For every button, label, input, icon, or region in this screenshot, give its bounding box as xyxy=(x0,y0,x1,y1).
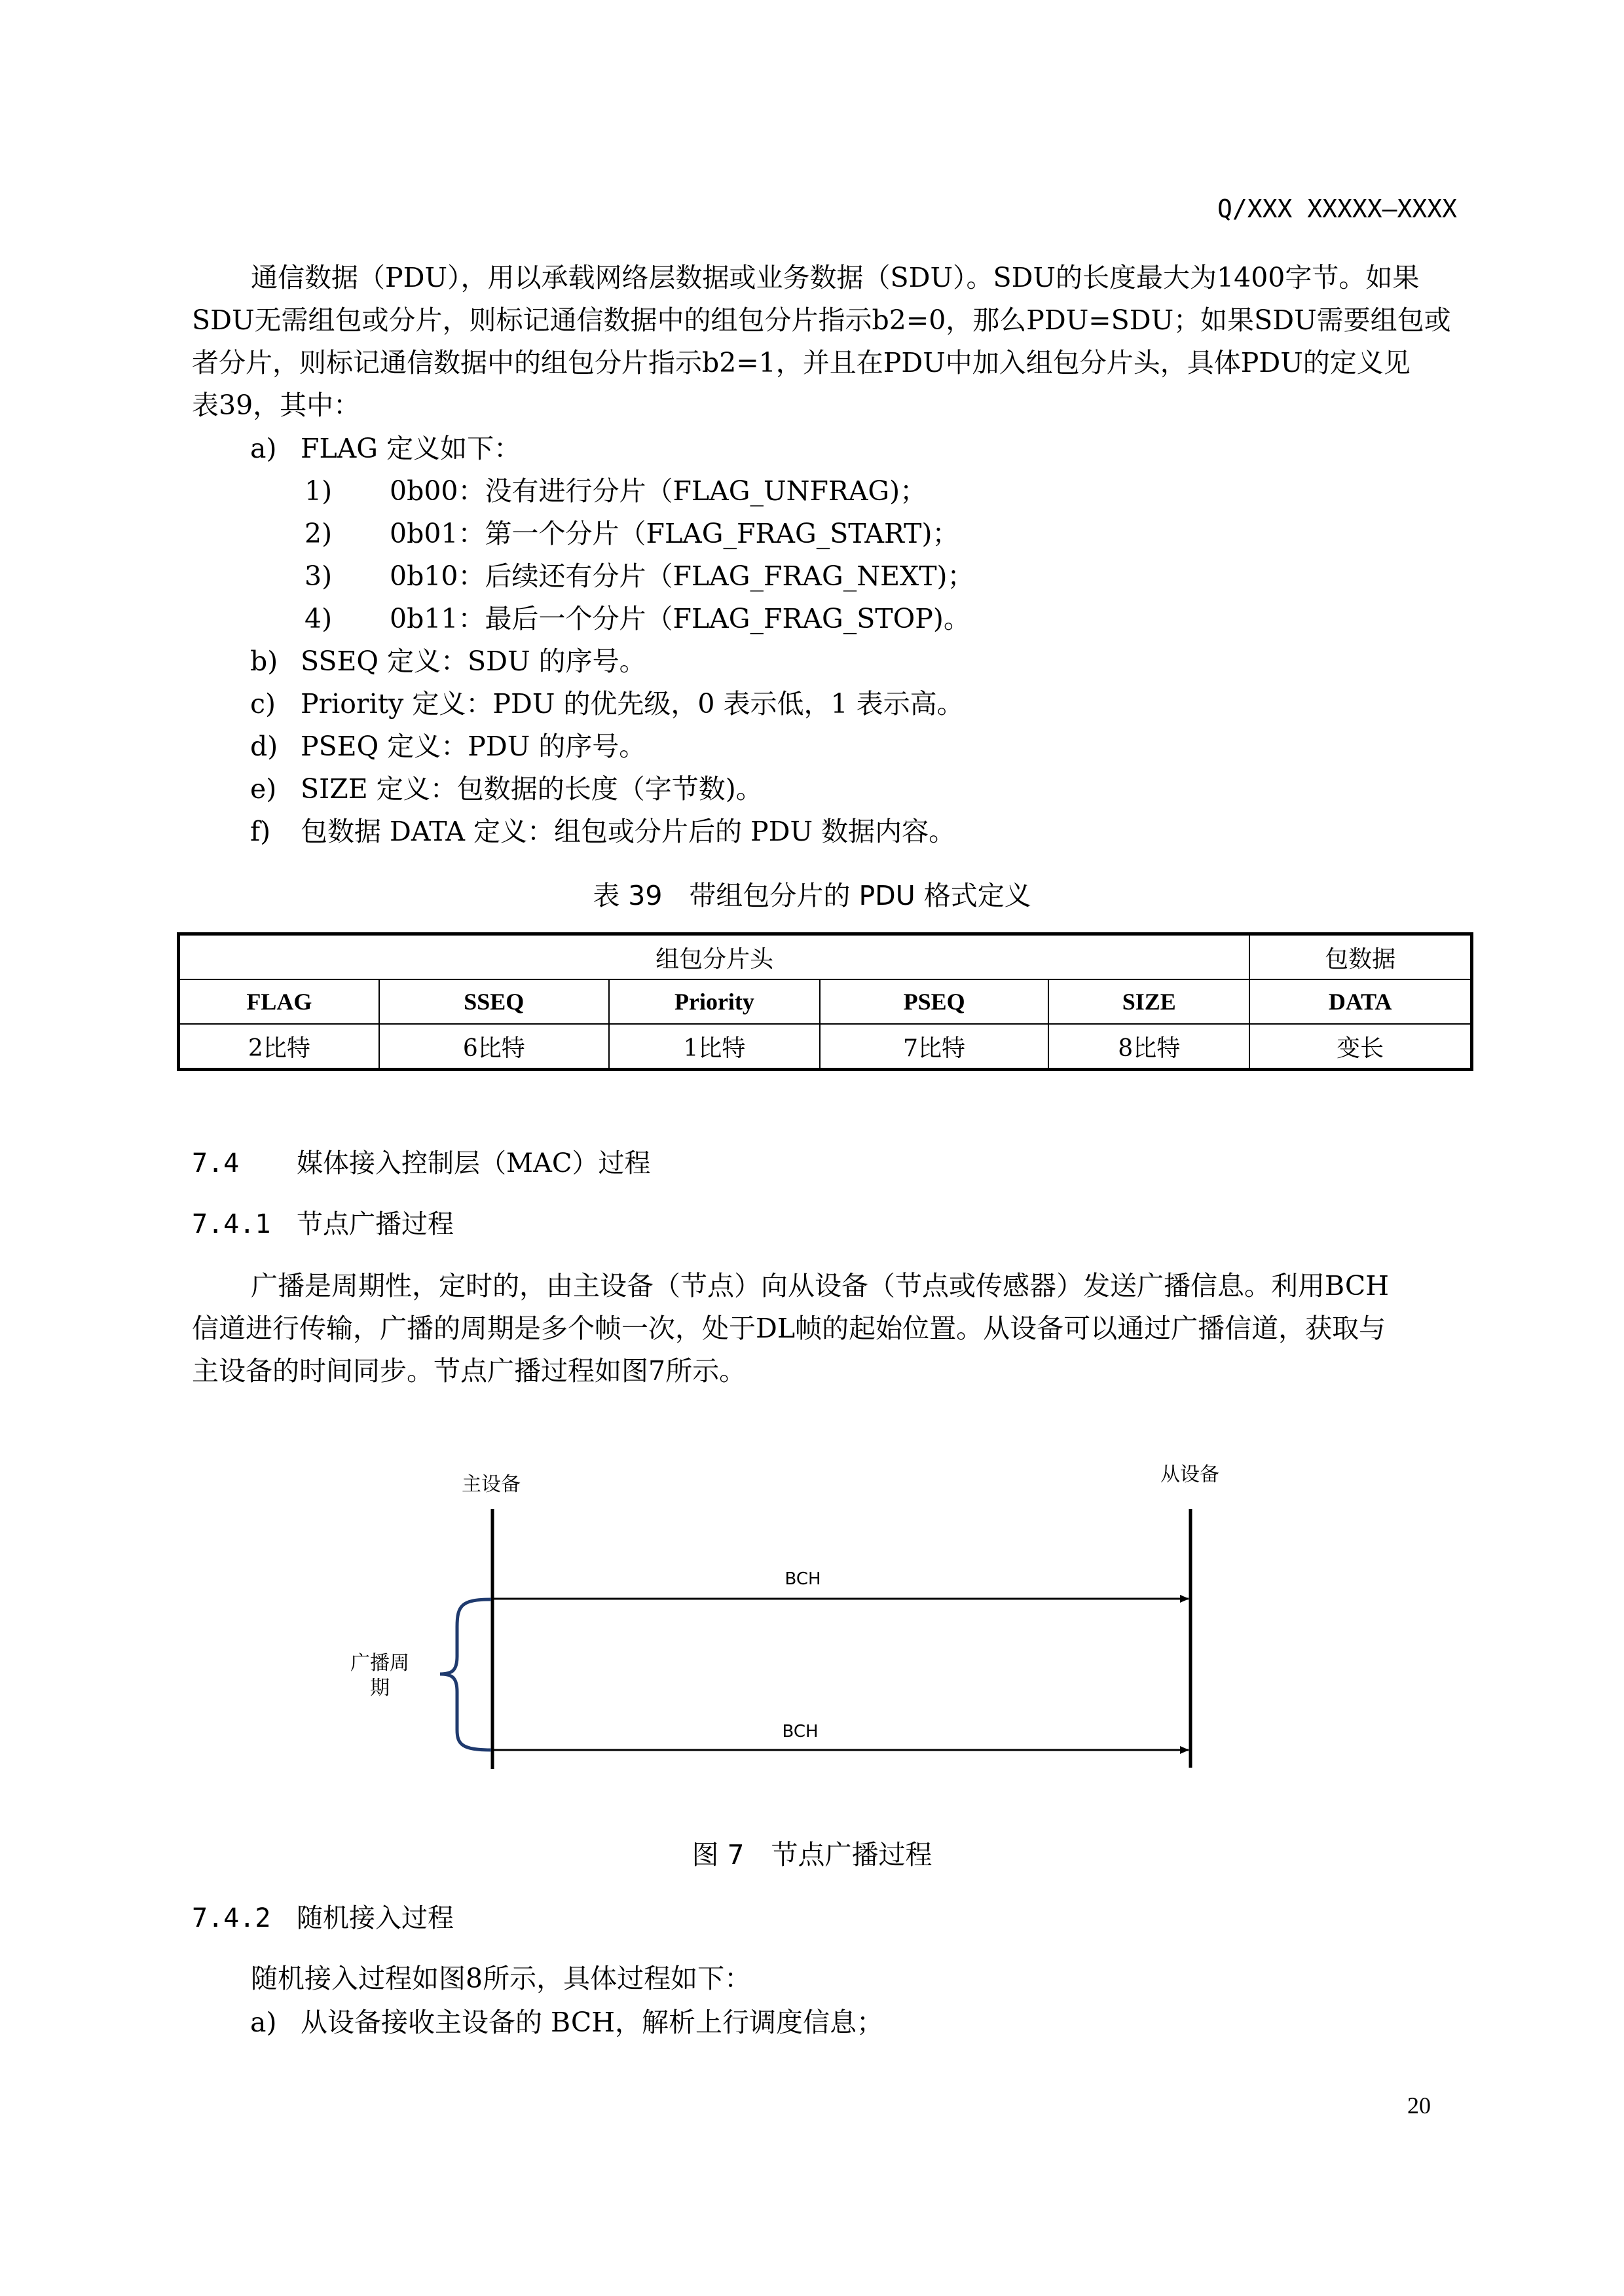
column-header: SSEQ xyxy=(379,979,609,1024)
list-item-c: c) Priority 定义：PDU 的优先级，0 表示低，1 表示高。 xyxy=(250,688,964,720)
list-item-d: d) PSEQ 定义：PDU 的序号。 xyxy=(250,731,646,762)
group-header-cell: 组包分片头 xyxy=(179,934,1250,980)
list-item-b: b) SSEQ 定义：SDU 的序号。 xyxy=(250,646,646,677)
list-item-e: e) SIZE 定义：包数据的长度（字节数)。 xyxy=(250,773,763,805)
table-cell: 6比特 xyxy=(379,1024,609,1070)
random-access-item-a: a) 从设备接收主设备的 BCH，解析上行调度信息； xyxy=(250,2007,884,2038)
slave-device-label: 从设备 xyxy=(1160,1463,1219,1486)
table-cell: 1比特 xyxy=(609,1024,820,1070)
intro-line-3: 者分片，则标记通信数据中的组包分片指示b2=1，并且在PDU中加入组包分片头，具体PDU的定义见 xyxy=(192,347,1411,378)
column-header: Priority xyxy=(609,979,820,1024)
bch-label-2: BCH xyxy=(782,1722,819,1741)
section-7-4-heading: 7.4 媒体接入控制层（MAC）过程 xyxy=(192,1148,651,1178)
random-access-intro: 随机接入过程如图8所示，具体过程如下： xyxy=(251,1963,752,1994)
table-cell: 7比特 xyxy=(820,1024,1048,1070)
bch-label-1: BCH xyxy=(784,1569,821,1589)
sub-item-2: 2) 0b01：第一个分片（FLAG_FRAG_START)； xyxy=(304,518,959,549)
pdu-format-table xyxy=(177,932,1473,1071)
broadcast-diagram xyxy=(0,1440,1624,1794)
data-header-cell: 包数据 xyxy=(1249,934,1471,980)
master-device-label: 主设备 xyxy=(462,1473,521,1496)
sub-item-4: 4) 0b11：最后一个分片（FLAG_FRAG_STOP)。 xyxy=(304,603,970,634)
sub-item-1: 1) 0b00：没有进行分片（FLAG_UNFRAG)； xyxy=(304,475,927,507)
column-header: DATA xyxy=(1249,979,1471,1024)
page-number: 20 xyxy=(1407,2092,1431,2119)
column-header: PSEQ xyxy=(820,979,1048,1024)
document-code: Q/XXX XXXXX—XXXX xyxy=(1217,194,1457,223)
table-cell: 变长 xyxy=(1249,1024,1471,1070)
broadcast-paragraph: 广播是周期性，定时的，由主设备（节点）向从设备（节点或传感器）发送广播信息。利用BCH 信道进行传输，广播的周期是多个帧一次，处于DL帧的起始位置。从设备可以通过广播信道，获取与 主设备的时间同步。节点广播过程如图7所示。 xyxy=(192,1270,1390,1387)
table-row xyxy=(179,1024,1472,1070)
figure-caption: 图 7 节点广播过程 xyxy=(692,1839,932,1870)
period-brace xyxy=(440,1599,491,1750)
column-header: SIZE xyxy=(1048,979,1249,1024)
column-header: FLAG xyxy=(179,979,379,1024)
intro-line-2: SDU无需组包或分片，则标记通信数据中的组包分片指示b2=0，那么PDU=SDU；如果SDU需要组包或 xyxy=(192,304,1451,336)
table-caption: 表 39 带组包分片的 PDU 格式定义 xyxy=(593,880,1031,911)
intro-paragraph xyxy=(192,257,1457,427)
section-7-4-2-heading: 7.4.2 随机接入过程 xyxy=(192,1903,454,1933)
broadcast-period-label-line2: 期 xyxy=(370,1677,390,1700)
broadcast-period-label-line1: 广播周 xyxy=(350,1652,409,1675)
table-cell: 8比特 xyxy=(1048,1024,1249,1070)
sub-item-3: 3) 0b10：后续还有分片（FLAG_FRAG_NEXT)； xyxy=(304,560,974,592)
table-cell: 2比特 xyxy=(179,1024,379,1070)
list-item-f: f) 包数据 DATA 定义：组包或分片后的 PDU 数据内容。 xyxy=(250,816,956,847)
intro-line-1: 通信数据（PDU），用以承载网络层数据或业务数据（SDU）。SDU的长度最大为1400字节。如果 xyxy=(251,262,1420,293)
list-item-a: a) FLAG 定义如下： xyxy=(250,433,521,464)
intro-line-4: 表39，其中： xyxy=(192,390,361,421)
section-7-4-1-heading: 7.4.1 节点广播过程 xyxy=(192,1209,454,1239)
